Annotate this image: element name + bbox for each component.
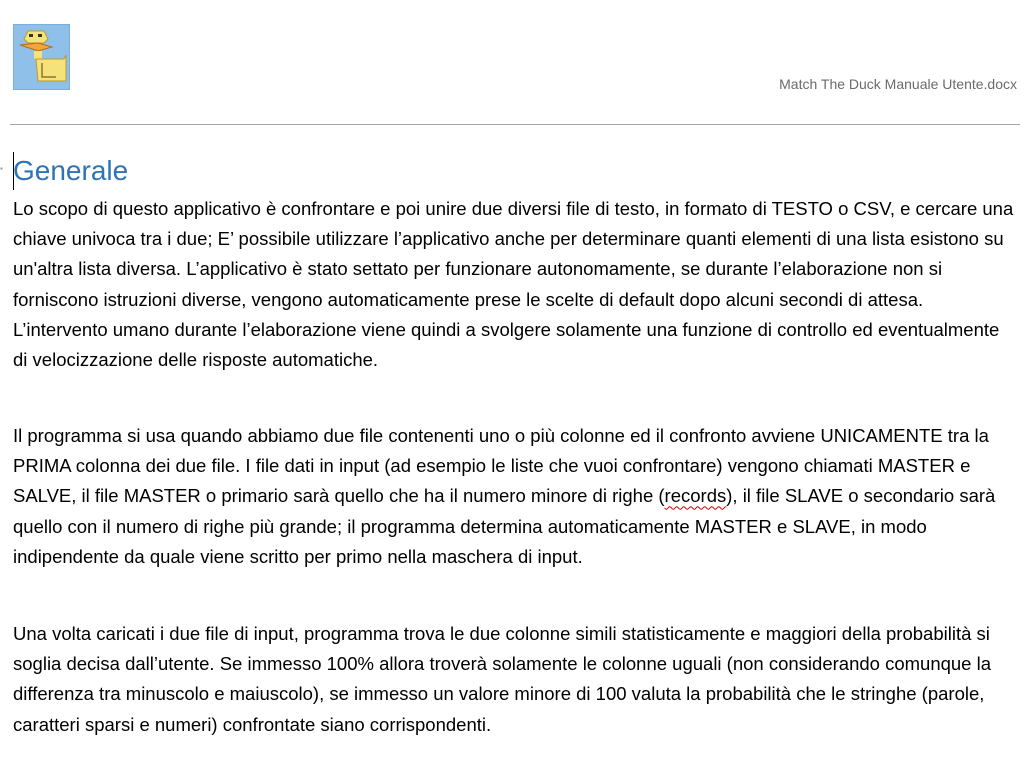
document-name: Match The Duck Manuale Utente.docx — [779, 76, 1017, 92]
paragraph-2-text-a: Il programma si usa quando abbiamo due file contenenti uno o più colonne ed il confronto avviene UNICAMENTE tra la PRIMA colonna dei due file. I file dati in input (ad esempio le liste che vuoi confrontare) vengono chiamati MASTER e SALVE, il file MASTER o primario sarà quello che ha il numero minore di righe ( — [13, 425, 989, 507]
paragraph-mark-icon: ▪ — [0, 164, 3, 173]
paragraph-3-text: Una volta caricati i due file di input, programma trova le due colonne simili statisticamente e maggiori della probabilità si soglia decisa dall’utente. Se immesso 100% allora troverà solamente le colonne uguali (non considerando comunque la differenza tra minuscolo e maiuscolo), se immesso un valore minore di 100 valuta la probabilità che le stringhe (parole, caratteri sparsi e numeri) confrontate siano corrispondenti. — [13, 623, 992, 735]
spellcheck-word[interactable]: records — [664, 485, 727, 507]
paragraph-2[interactable] — [13, 421, 1018, 572]
paragraph-3[interactable] — [13, 619, 1018, 740]
section-heading[interactable]: Generale — [13, 155, 129, 186]
paragraph-1-text: Lo scopo di questo applicativo è confrontare e poi unire due diversi file di testo, in formato di TESTO o CSV, e cercare una chiave univoca tra i due; E’ possibile utilizzare l’applicativo anche per determinare quanti elementi di una lista esistono su un'altra lista diversa. L’applicativo è stato settato per funzionare autonomamente, se durante l’elaborazione non si forniscono istruzioni diverse, vengono automaticamente prese le scelte di default dopo alcuni secondi di attesa. L’intervento umano durante l’elaborazione viene quindi a svolgere solamente una funzione di controllo ed eventualmente di velocizzazione delle risposte automatiche. — [13, 198, 1014, 371]
paragraph-2-text-b: ), il file SLAVE o secondario sarà quello con il numero di righe più grande; il programma determina automaticamente MASTER e SLAVE, in modo indipendente da quale viene scritto per primo nella maschera di input. — [13, 485, 996, 567]
header-divider — [10, 124, 1020, 125]
paragraph-1[interactable] — [13, 194, 1018, 375]
duck-logo-icon — [13, 24, 70, 90]
